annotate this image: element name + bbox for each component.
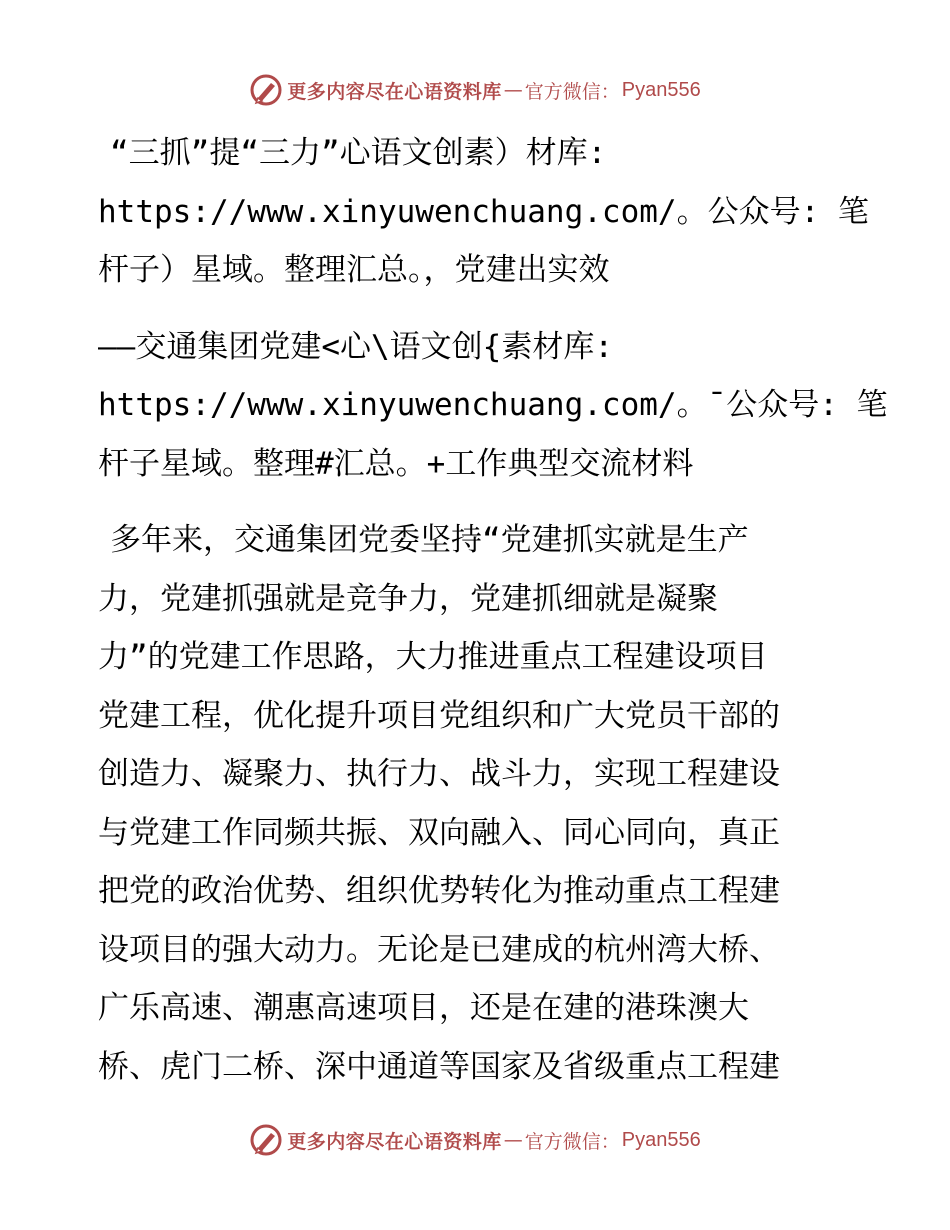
- text-line: 多年来，交通集团党委坚持“党建抓实就是生产: [110, 522, 749, 558]
- text-line: 把党的政治优势、组织优势转化为推动重点工程建: [98, 873, 780, 909]
- banner-handle: Pyan556: [621, 1128, 701, 1151]
- text-line: 创造力、凝聚力、执行力、战斗力，实现工程建设: [98, 756, 780, 792]
- header-banner: [0, 70, 950, 110]
- banner-main-text: 更多内容尽在心语资料库: [287, 80, 502, 103]
- banner-handle: Pyan556: [621, 78, 701, 101]
- text-line: 党建工程，优化提升项目党组织和广大党员干部的: [98, 697, 780, 734]
- banner-sub-text: 官方微信：: [524, 1130, 620, 1153]
- banner-main-text: 更多内容尽在心语资料库: [287, 1130, 502, 1153]
- pen-circle-logo-icon: [249, 1123, 283, 1157]
- pen-circle-logo-icon: [249, 73, 283, 107]
- text-line: 杆子）星域。整理汇总。，党建出实效: [98, 252, 610, 288]
- banner-separator: —: [503, 1129, 523, 1151]
- banner-separator: —: [503, 79, 523, 101]
- document-body: [98, 124, 888, 1096]
- text-line: 桥、虎门二桥、深中通道等国家及省级重点工程建: [98, 1048, 780, 1085]
- text-line: 设项目的强大动力。无论是已建成的杭州湾大桥、: [98, 931, 780, 968]
- footer-banner: [0, 1120, 950, 1160]
- paragraph-title-1: [98, 124, 869, 300]
- text-line: 与党建工作同频共振、双向融入、同心同向，真正: [98, 814, 780, 851]
- text-line: ——交通集团党建<心\语文创{素材库:: [98, 328, 613, 365]
- paragraph-title-2: [98, 318, 888, 494]
- text-line: 力”的党建工作思路，大力推进重点工程建设项目: [98, 639, 768, 675]
- banner-sub-text: 官方微信：: [524, 80, 620, 103]
- text-line: 杆子星域。整理#汇总。+工作典型交流材料: [98, 445, 694, 482]
- text-line: https://www.xinyuwenchuang.com/。公众号: 笔: [98, 193, 869, 230]
- paragraph-body: [98, 511, 858, 1096]
- text-line: 力，党建抓强就是竞争力，党建抓细就是凝聚: [98, 580, 718, 617]
- text-line: 广乐高速、潮惠高速项目，还是在建的港珠澳大: [98, 990, 749, 1026]
- text-line: https://www.xinyuwenchuang.com/。¯公众号: 笔: [98, 387, 888, 423]
- text-line: “三抓”提“三力”心语文创素）材库:: [110, 135, 607, 171]
